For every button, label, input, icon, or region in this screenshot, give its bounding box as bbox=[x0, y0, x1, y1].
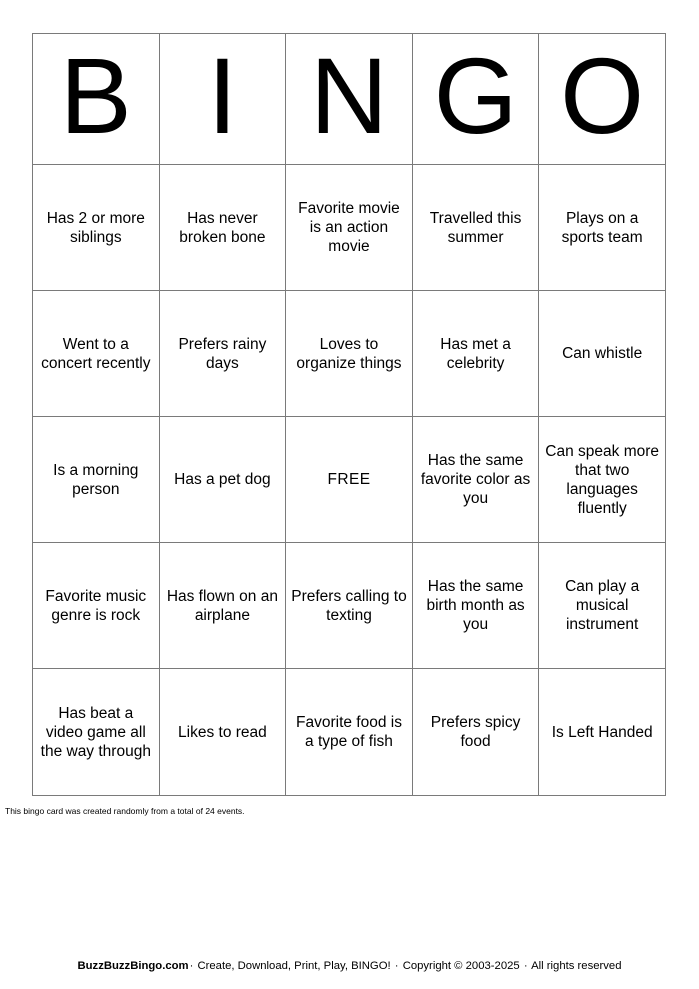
bingo-cell[interactable]: Is a morning person bbox=[33, 417, 160, 543]
bingo-cell[interactable]: Favorite movie is an action movie bbox=[286, 165, 413, 291]
footer-copyright: Copyright © 2003-2025 bbox=[402, 960, 520, 972]
bingo-cell[interactable]: Prefers spicy food bbox=[413, 669, 540, 795]
bingo-row bbox=[33, 669, 665, 795]
bingo-cell[interactable]: Has never broken bone bbox=[160, 165, 287, 291]
bingo-cell[interactable]: Prefers rainy days bbox=[160, 291, 287, 417]
bingo-cell[interactable]: Has a pet dog bbox=[160, 417, 287, 543]
bingo-cell[interactable]: Likes to read bbox=[160, 669, 287, 795]
bingo-cell[interactable]: Has 2 or more siblings bbox=[33, 165, 160, 291]
bingo-header-letter-n: N bbox=[286, 34, 413, 165]
bingo-cell[interactable]: Favorite food is a type of fish bbox=[286, 669, 413, 795]
footer-tagline: Create, Download, Print, Play, BINGO! bbox=[197, 960, 391, 972]
footer-brand: BuzzBuzzBingo.com bbox=[77, 960, 189, 972]
bingo-cell[interactable]: Plays on a sports team bbox=[539, 165, 665, 291]
bingo-card-grid bbox=[32, 33, 666, 796]
bingo-cell[interactable]: Has the same birth month as you bbox=[413, 543, 540, 669]
card-footnote: This bingo card was created randomly from a total of 24 events. bbox=[5, 806, 245, 816]
bingo-header-letter-i: I bbox=[160, 34, 287, 165]
bingo-cell[interactable]: Can speak more that two languages fluently bbox=[539, 417, 665, 543]
bingo-cell[interactable]: Has the same favorite color as you bbox=[413, 417, 540, 543]
bingo-cell[interactable]: Can play a musical instrument bbox=[539, 543, 665, 669]
bingo-cell[interactable]: Is Left Handed bbox=[551, 723, 653, 741]
bingo-cell[interactable]: Went to a concert recently bbox=[33, 291, 160, 417]
bingo-row bbox=[33, 543, 665, 669]
bingo-header-letter-b: B bbox=[33, 34, 160, 165]
bingo-cell[interactable]: Prefers calling to texting bbox=[286, 543, 413, 669]
bingo-cell[interactable]: Has flown on an airplane bbox=[160, 543, 287, 669]
bingo-cell[interactable]: Favorite music genre is rock bbox=[33, 543, 160, 669]
bingo-cell-free-space[interactable]: FREE bbox=[286, 417, 413, 543]
bingo-cell[interactable]: Travelled this summer bbox=[413, 165, 540, 291]
bingo-cell[interactable]: Has met a celebrity bbox=[413, 291, 540, 417]
bingo-cell[interactable]: Loves to organize things bbox=[286, 291, 413, 417]
footer-separator: · bbox=[394, 960, 399, 972]
page-footer bbox=[0, 959, 699, 974]
footer-rights: All rights reserved bbox=[531, 960, 622, 972]
bingo-cell[interactable]: Can whistle bbox=[539, 291, 665, 417]
footer-separator: · bbox=[523, 960, 528, 972]
bingo-row bbox=[33, 291, 665, 417]
bingo-header-letter-o: O bbox=[539, 34, 665, 165]
bingo-cell[interactable]: Has beat a video game all the way through bbox=[33, 669, 160, 795]
bingo-row bbox=[33, 417, 665, 543]
bingo-row bbox=[33, 165, 665, 291]
footer-separator: · bbox=[189, 960, 194, 972]
bingo-header-row bbox=[33, 34, 665, 165]
bingo-header-letter-g: G bbox=[413, 34, 540, 165]
